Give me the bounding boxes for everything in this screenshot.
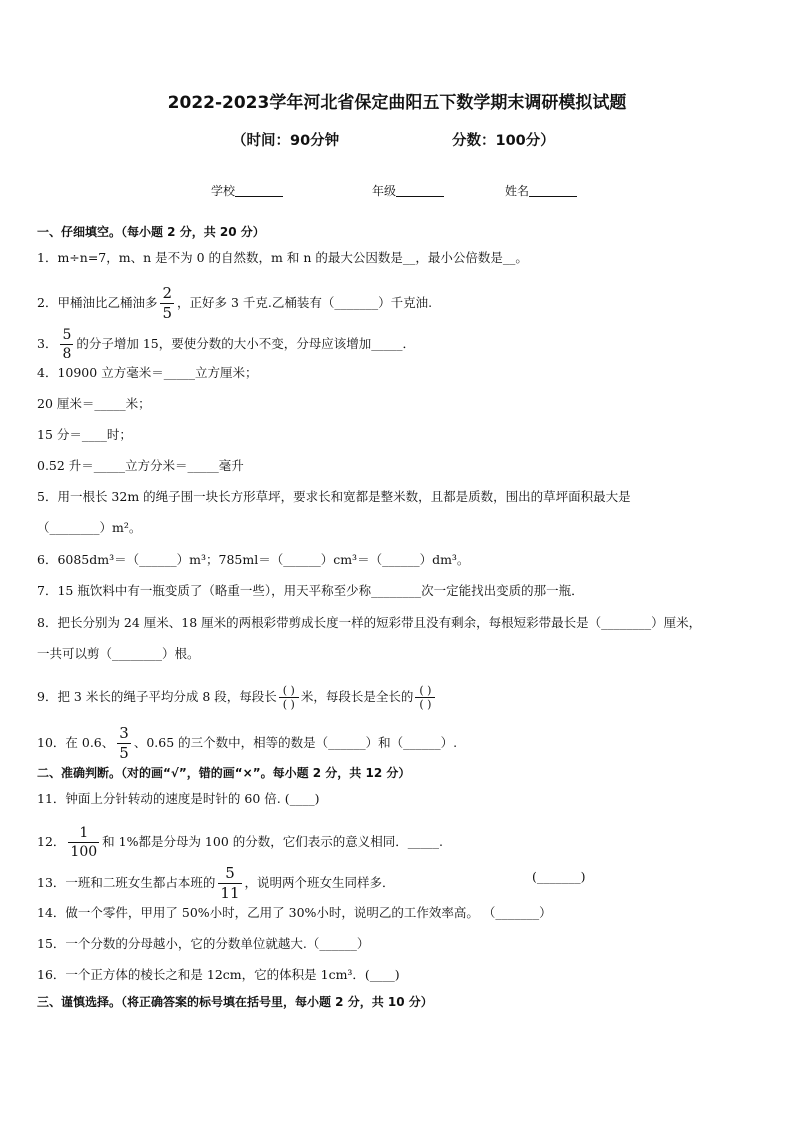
question-13-answer-blank[interactable]: (_______): [532, 869, 586, 884]
question-16: 16．一个正方体的棱长之和是 12cm，它的体积是 1cm³．(____): [37, 967, 400, 982]
fraction-5-8: $\frac{5}{8}$: [62, 327, 72, 362]
fraction-1-100: $\frac{1}{100}$: [70, 825, 98, 860]
question-4-part-3: 15 分＝____时；: [37, 427, 132, 442]
blank-fraction-2: ( ) ( ): [415, 684, 435, 711]
grade-field[interactable]: 年级: [372, 182, 444, 199]
question-8-line-1: 8．把长分别为 24 厘米、18 厘米的两根彩带剪成长度一样的短彩带且没有剩余，每根短彩带最长是（________）厘米，: [37, 615, 702, 630]
school-field[interactable]: 学校: [211, 182, 283, 199]
exam-score: 分数：100分）: [452, 133, 555, 149]
section-2-heading: 二、准确判断。（对的画“√”，错的画“×”。每小题 2 分，共 12 分）: [37, 766, 411, 780]
question-13: 13．一班和二班女生都占本班的 $\frac{5}{11}$ ，说明两个班女生同样多．: [37, 864, 395, 902]
fraction-5-11: $\frac{5}{11}$: [220, 864, 240, 902]
name-field[interactable]: 姓名: [505, 182, 577, 199]
fraction-2-5: $\frac{2}{5}$: [162, 284, 173, 322]
fraction-3-5: $\frac{3}{5}$: [119, 724, 129, 762]
page-title: 2022-2023学年河北省保定曲阳五下数学期末调研模拟试题: [167, 93, 627, 113]
question-4-part-1: 4．10900 立方毫米＝_____立方厘米；: [37, 365, 258, 380]
question-10: 10．在 0.6、 $\frac{3}{5}$ 、0.65 的三个数中，相等的数是（______）和（______）.: [37, 724, 458, 762]
question-12: 12． $\frac{1}{100}$ 和 1%都是分母为 100 的分数，它们表示的意义相同．_____.: [37, 825, 443, 860]
question-1: 1．m÷n=7，m、n 是不为 0 的自然数，m 和 n 的最大公因数是__，最小公倍数是__。: [37, 250, 528, 265]
question-3: 3． $\frac{5}{8}$ 的分子增加 15，要使分数的大小不变，分母应该增加_____．: [37, 327, 416, 362]
blank-fraction-1: ( ) ( ): [279, 684, 299, 711]
question-4-part-2: 20 厘米＝_____米；: [37, 396, 151, 411]
question-7: 7．15 瓶饮料中有一瓶变质了（略重一些），用天平称至少称________次一定能找出变质的那一瓶．: [37, 583, 584, 598]
question-15: 15．一个分数的分母越小，它的分数单位就越大.（______）: [37, 936, 370, 951]
exam-time: （时间：90分钟: [232, 133, 340, 149]
question-2: 2．甲桶油比乙桶油多 $\frac{2}{5}$ ，正好多 3 千克.乙桶装有（_______）千克油.: [37, 284, 433, 322]
question-14: 14．做一个零件，甲用了 50%小时，乙用了 30%小时，说明乙的工作效率高。 （_______）: [37, 905, 552, 920]
question-11: 11．钟面上分针转动的速度是时针的 60 倍. (____): [37, 791, 320, 806]
section-3-heading: 三、谨慎选择。（将正确答案的标号填在括号里，每小题 2 分，共 10 分）: [37, 995, 433, 1009]
question-5-line-1: 5．用一根长 32m 的绳子围一块长方形草坪，要求长和宽都是整米数，且都是质数，围出的草坪面积最大是: [37, 489, 631, 504]
question-5-line-2: （________）m²。: [37, 520, 142, 535]
question-4-part-4: 0.52 升＝_____立方分米＝_____毫升: [37, 458, 244, 473]
question-9: 9．把 3 米长的绳子平均分成 8 段，每段长 ( ) ( ) 米，每段长是全长的 ( ) ( ): [37, 684, 437, 711]
section-1-heading: 一、仔细填空。（每小题 2 分，共 20 分）: [37, 225, 265, 239]
question-8-line-2: 一共可以剪（________）根。: [37, 646, 200, 661]
question-6: 6．6085dm³＝（______）m³；785ml＝（______）cm³＝（______）dm³。: [37, 552, 470, 567]
